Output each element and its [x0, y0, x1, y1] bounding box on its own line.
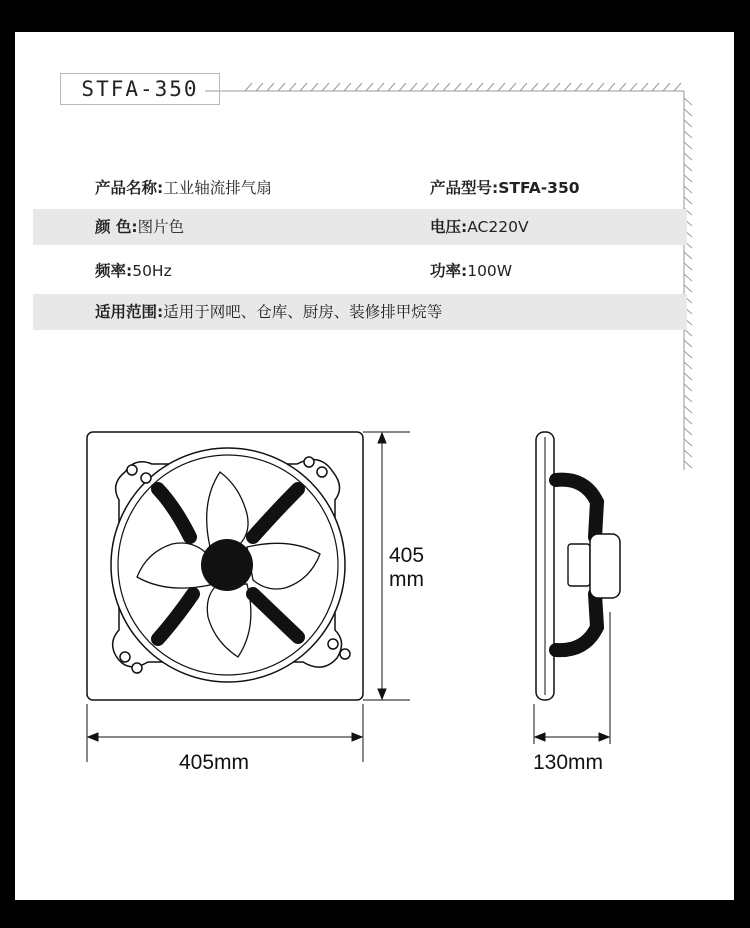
bolt-hole — [132, 663, 142, 673]
side-support-arm-top — [556, 480, 597, 537]
power-key: 功率: — [430, 262, 468, 280]
motor-housing — [590, 534, 620, 598]
side-support-arm-bottom — [556, 594, 597, 650]
arrow-head — [378, 689, 386, 699]
product-model-value: STFA-350 — [498, 179, 580, 197]
model-title-box: STFA-350 — [60, 73, 220, 105]
motor-hub — [201, 539, 253, 591]
bolt-hole — [120, 652, 130, 662]
fan-technical-drawing — [15, 32, 734, 900]
side-depth-label: 130mm — [533, 751, 604, 774]
color-value: 图片色 — [137, 218, 185, 236]
application-value: 适用于网吧、仓库、厨房、装修排甲烷等 — [163, 303, 443, 321]
front-height-unit: mm — [389, 568, 424, 591]
frequency-key: 频率: — [95, 262, 133, 280]
motor-shaft-body — [568, 544, 590, 586]
product-name-value: 工业轴流排气扇 — [163, 179, 272, 197]
arrow-head — [599, 733, 609, 741]
bolt-hole — [328, 639, 338, 649]
arrow-head — [352, 733, 362, 741]
front-height-value: 405 — [389, 544, 425, 567]
arrow-head — [378, 433, 386, 443]
fan-front-view — [87, 432, 363, 700]
voltage-value: AC220V — [467, 218, 529, 236]
bolt-hole — [340, 649, 350, 659]
application-key: 适用范围: — [95, 303, 164, 321]
power-value: 100W — [467, 262, 513, 280]
frequency-value: 50Hz — [132, 262, 172, 280]
spec-sheet — [15, 32, 734, 900]
fan-side-view — [536, 432, 620, 700]
bolt-hole — [127, 465, 137, 475]
arrow-head — [88, 733, 98, 741]
front-width-label: 405mm — [179, 751, 250, 774]
voltage-key: 电压: — [430, 218, 468, 236]
bolt-hole — [317, 467, 327, 477]
color-key: 颜 色: — [95, 218, 138, 236]
bolt-hole — [141, 473, 151, 483]
product-name-key: 产品名称: — [95, 179, 164, 197]
product-model-key: 产品型号: — [430, 179, 499, 197]
arrow-head — [535, 733, 545, 741]
bolt-hole — [304, 457, 314, 467]
